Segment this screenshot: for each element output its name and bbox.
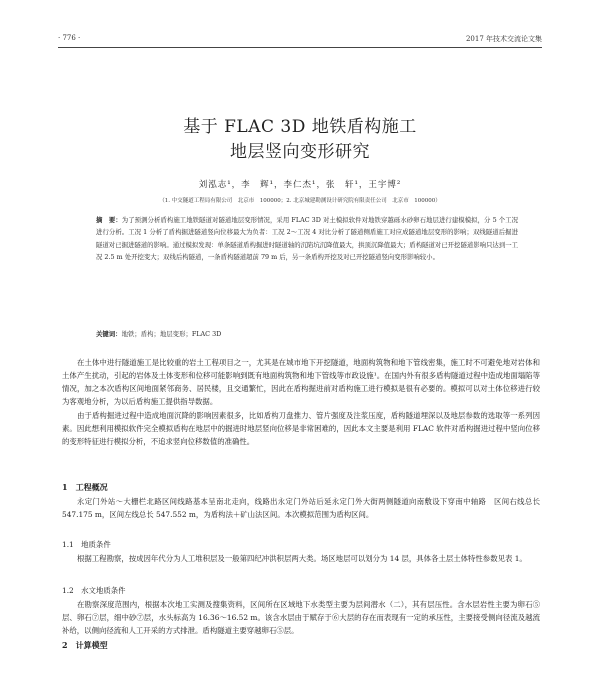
running-header [58,34,542,48]
keywords-label: 关键词： [96,330,122,338]
section-heading-1: 1 工程概况 [62,482,108,492]
abstract-label: 摘 要： [96,216,122,224]
section-heading-2: 2 计算模型 [62,640,108,650]
page-number: · 776 · [58,34,81,42]
paper-title-line-2: 地层竖向变形研究 [230,142,370,162]
subsection-1-1-paragraph: 根据工程勘察，按成因年代分为人工堆积层及一般第四纪冲洪积层两大类。场区地层可以划分为 14 层，具体各土层土体特性参数见表 1。 [77,554,527,563]
subsection-heading-1-1: 1.1 地质条件 [62,540,111,549]
header-rule [58,47,542,48]
authors: 刘泓志¹，李 辉¹，李仁杰¹，张 轩¹，王宇博² [198,180,402,190]
abstract-text: 为了预测分析盾构施工地铁隧道对隧道地层变形情况，采用 FLAC 3D 对土模拟软件对地铁穿越砾水砂卵石地层进行建模模拟，分 5 个工况进行分析。工况 1 分析了盾构掘进隧道竖向位移最大为负者：工况 2～工况 4 对比分析了隧道侧盾施工对应成隧道地层变形的影响；双线隧道后掘进隧道对已掘进隧道的影响。通过模拟发现：单条隧道盾构掘进时隧道轴的沉陷坑沉降值最大，拱顶沉降值最大；盾构隧道对已开挖隧道影响只达到一工况 2.5 m 处开挖变大；双线后构隧道，一条盾构隧道超前 79 m 后，另一条盾构开挖及对已开挖隧道竖向变形影响较小。 [96,216,519,262]
intro-paragraph-2: 由于盾构掘进过程中造成地面沉降的影响因素很多，比如盾构刀盘推力、管片强度及注浆压度，盾构隧道埋深以及地层参数的选取等一系列因素。因此想利用模拟软件完全模拟盾构在地层中的掘进时地层竖向位移是非常困难的，因此本文主要是利用 FLAC 软件对盾构掘进过程中竖向位移的变形特征进行模拟分析，不追求竖向位移数值的准确性。 [62,411,540,446]
paper-title-line-1: 基于 FLAC 3D 地铁盾构施工 [183,117,417,137]
affiliation: （1. 中交隧道工程局有限公司 北京市 100000；2. 北京城建勘测设计研究院有限责任公司 北京市 100000） [159,198,441,204]
intro-paragraph-1: 在土体中进行隧道施工是比较重的岩土工程项目之一，尤其是在城市地下开挖隧道，地面构筑物和地下管线密集，施工时不可避免地对岩体和土体产生扰动，引起的岩体及土体变形和位移可能影响到既有地面构筑物和地下管线等市政设施¹。在国内外有很多盾构隧道过程中造成地面塌陷等情况，加之本次盾构区间地面紧邻商务、居民楼，且交通繁忙，因此在盾构掘进前对盾构施工进行模拟是很有必要的。模拟可以对土体位移进行较为客观地分析，为以后盾构施工提供指导数据。 [62,358,540,406]
keywords-text: 地铁；盾构；地层变形；FLAC 3D [121,330,222,338]
section-1-paragraph: 永定门外站～大栅栏北路区间线路基本呈南北走向，线路出永定门外站后延永定门外大街两侧隧道向南敷设下穿南中轴路 区间右线总长 547.175 m，区间左线总长 547.552 m，为盾构法＋矿山法区间。本次模拟范围为盾构区间。 [62,497,540,519]
journal-title: 2017 年技术交流论文集 [465,35,542,43]
subsection-1-2-paragraph: 在勘察深度范围内，根据本次地工实测及搜集资料，区间所在区域地下水类型主要为层间潜水（二），其有层压性。含水层岩性主要为卵石⑤层、卵石⑦层，细中砂⑦层，水头标高为 16.36～16.52 m。该含水层由于赋存于⑥大层的存在而表现有一定的承压性，主要接受侧向径流及越流补给，以侧向径流和人工开采的方式排泄。盾构隧道主要穿越卵石⑤层。 [62,600,540,635]
abstract [96,214,518,264]
keywords [96,329,518,338]
subsection-heading-1-2: 1.2 水文地质条件 [62,586,126,595]
